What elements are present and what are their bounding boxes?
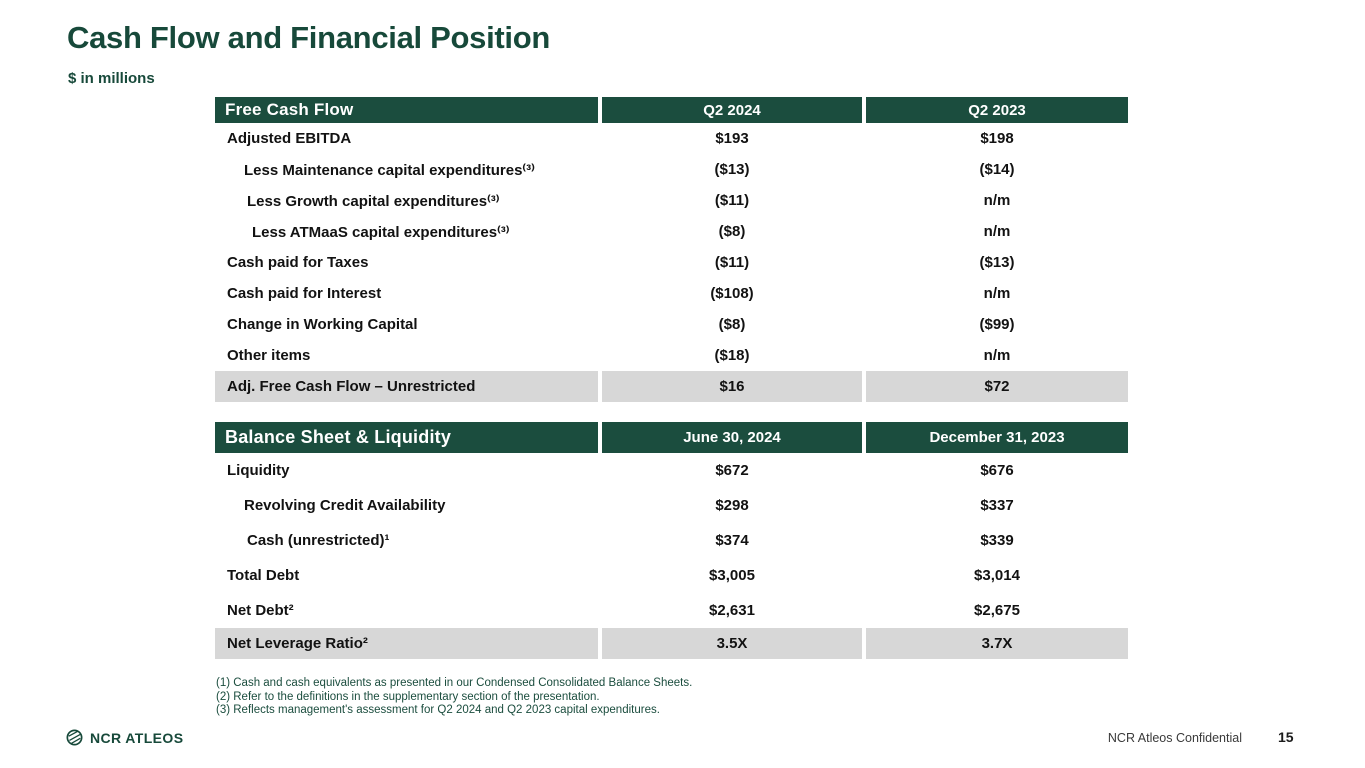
- table-title: Free Cash Flow: [215, 97, 598, 123]
- footnote-1: (1) Cash and cash equivalents as presented in our Condensed Consolidated Balance Sheets.: [216, 677, 693, 689]
- row-label: Cash paid for Interest: [227, 285, 382, 302]
- row-value: ($8): [718, 223, 746, 240]
- page-number: 15: [1278, 729, 1294, 745]
- row-value: $672: [715, 462, 749, 479]
- row-value: $193: [715, 130, 749, 147]
- table-row: [215, 371, 1128, 402]
- row-label: Adjusted EBITDA: [227, 130, 352, 147]
- balance-sheet-liquidity-table: [215, 422, 1128, 659]
- row-value: $374: [715, 532, 749, 549]
- row-value: n/m: [983, 285, 1011, 302]
- row-value: ($8): [718, 316, 746, 333]
- row-value: $339: [980, 532, 1014, 549]
- row-label: Total Debt: [227, 567, 300, 584]
- table-row: [215, 523, 1128, 558]
- row-value: $2,675: [974, 602, 1020, 619]
- table-row: [215, 123, 1128, 154]
- row-value: ($11): [714, 254, 750, 271]
- footer-brand: [66, 729, 183, 746]
- row-value: $3,014: [974, 567, 1020, 584]
- row-label: Net Debt²: [227, 602, 294, 619]
- ncr-atleos-logo-icon: [66, 729, 83, 746]
- footnote-2: (2) Refer to the definitions in the supplementary section of the presentation.: [216, 690, 600, 703]
- table-body: [215, 123, 1128, 402]
- row-value: $16: [602, 371, 862, 402]
- row-value: $2,631: [709, 602, 755, 619]
- confidential-label: NCR Atleos Confidential: [1107, 731, 1242, 745]
- table-row: [215, 154, 1128, 185]
- brand-name: NCR ATLEOS: [90, 729, 184, 746]
- row-value: $72: [866, 371, 1128, 402]
- row-label: Adj. Free Cash Flow – Unrestricted: [215, 371, 598, 402]
- row-value: ($13): [714, 161, 750, 178]
- row-label: Net Leverage Ratio²: [215, 628, 598, 659]
- table-row: [215, 628, 1128, 659]
- column-header: June 30, 2024: [602, 422, 862, 453]
- page-title: Cash Flow and Financial Position: [67, 20, 551, 55]
- row-value: 3.5X: [602, 628, 862, 659]
- table-row: [215, 185, 1128, 216]
- row-value: ($99): [979, 316, 1015, 333]
- table-row: [215, 247, 1128, 278]
- row-label: Less ATMaaS capital expenditures⁽³⁾: [252, 223, 510, 241]
- column-header: Q2 2024: [602, 97, 862, 123]
- column-header: Q2 2023: [866, 97, 1128, 123]
- footnote-3: (3) Reflects management's assessment for Q2 2024 and Q2 2023 capital expenditures.: [216, 704, 660, 716]
- row-label: Change in Working Capital: [227, 316, 418, 333]
- table-row: [215, 488, 1128, 523]
- table-row: [215, 278, 1128, 309]
- table-row: [215, 453, 1128, 488]
- table-row: [215, 309, 1128, 340]
- column-header: December 31, 2023: [866, 422, 1128, 453]
- row-label: Liquidity: [227, 462, 290, 479]
- row-label: Less Growth capital expenditures⁽³⁾: [247, 192, 500, 210]
- table-title: Balance Sheet & Liquidity: [215, 422, 598, 453]
- row-label: Other items: [227, 347, 311, 364]
- row-value: n/m: [983, 223, 1011, 240]
- row-label: Revolving Credit Availability: [244, 497, 446, 514]
- row-label: Less Maintenance capital expenditures⁽³⁾: [244, 161, 535, 179]
- row-value: $3,005: [709, 567, 755, 584]
- row-value: 3.7X: [866, 628, 1128, 659]
- row-value: ($18): [714, 347, 750, 364]
- free-cash-flow-table: [215, 97, 1128, 402]
- row-value: ($14): [979, 161, 1015, 178]
- row-label: Cash paid for Taxes: [227, 254, 369, 271]
- units-note: $ in millions: [68, 70, 155, 87]
- table-row: [215, 216, 1128, 247]
- row-value: ($11): [714, 192, 750, 209]
- row-value: n/m: [983, 347, 1011, 364]
- table-row: [215, 340, 1128, 371]
- table-body: [215, 453, 1128, 659]
- row-label: Cash (unrestricted)¹: [247, 532, 390, 549]
- row-value: $298: [715, 497, 749, 514]
- row-value: ($108): [710, 285, 754, 302]
- footnotes: [216, 677, 692, 718]
- table-row: [215, 558, 1128, 593]
- table-header-row: [215, 422, 1128, 453]
- row-value: n/m: [983, 192, 1011, 209]
- row-value: $198: [980, 130, 1014, 147]
- table-row: [215, 593, 1128, 628]
- row-value: $337: [980, 497, 1014, 514]
- row-value: $676: [980, 462, 1014, 479]
- row-value: ($13): [979, 254, 1015, 271]
- table-header-row: [215, 97, 1128, 123]
